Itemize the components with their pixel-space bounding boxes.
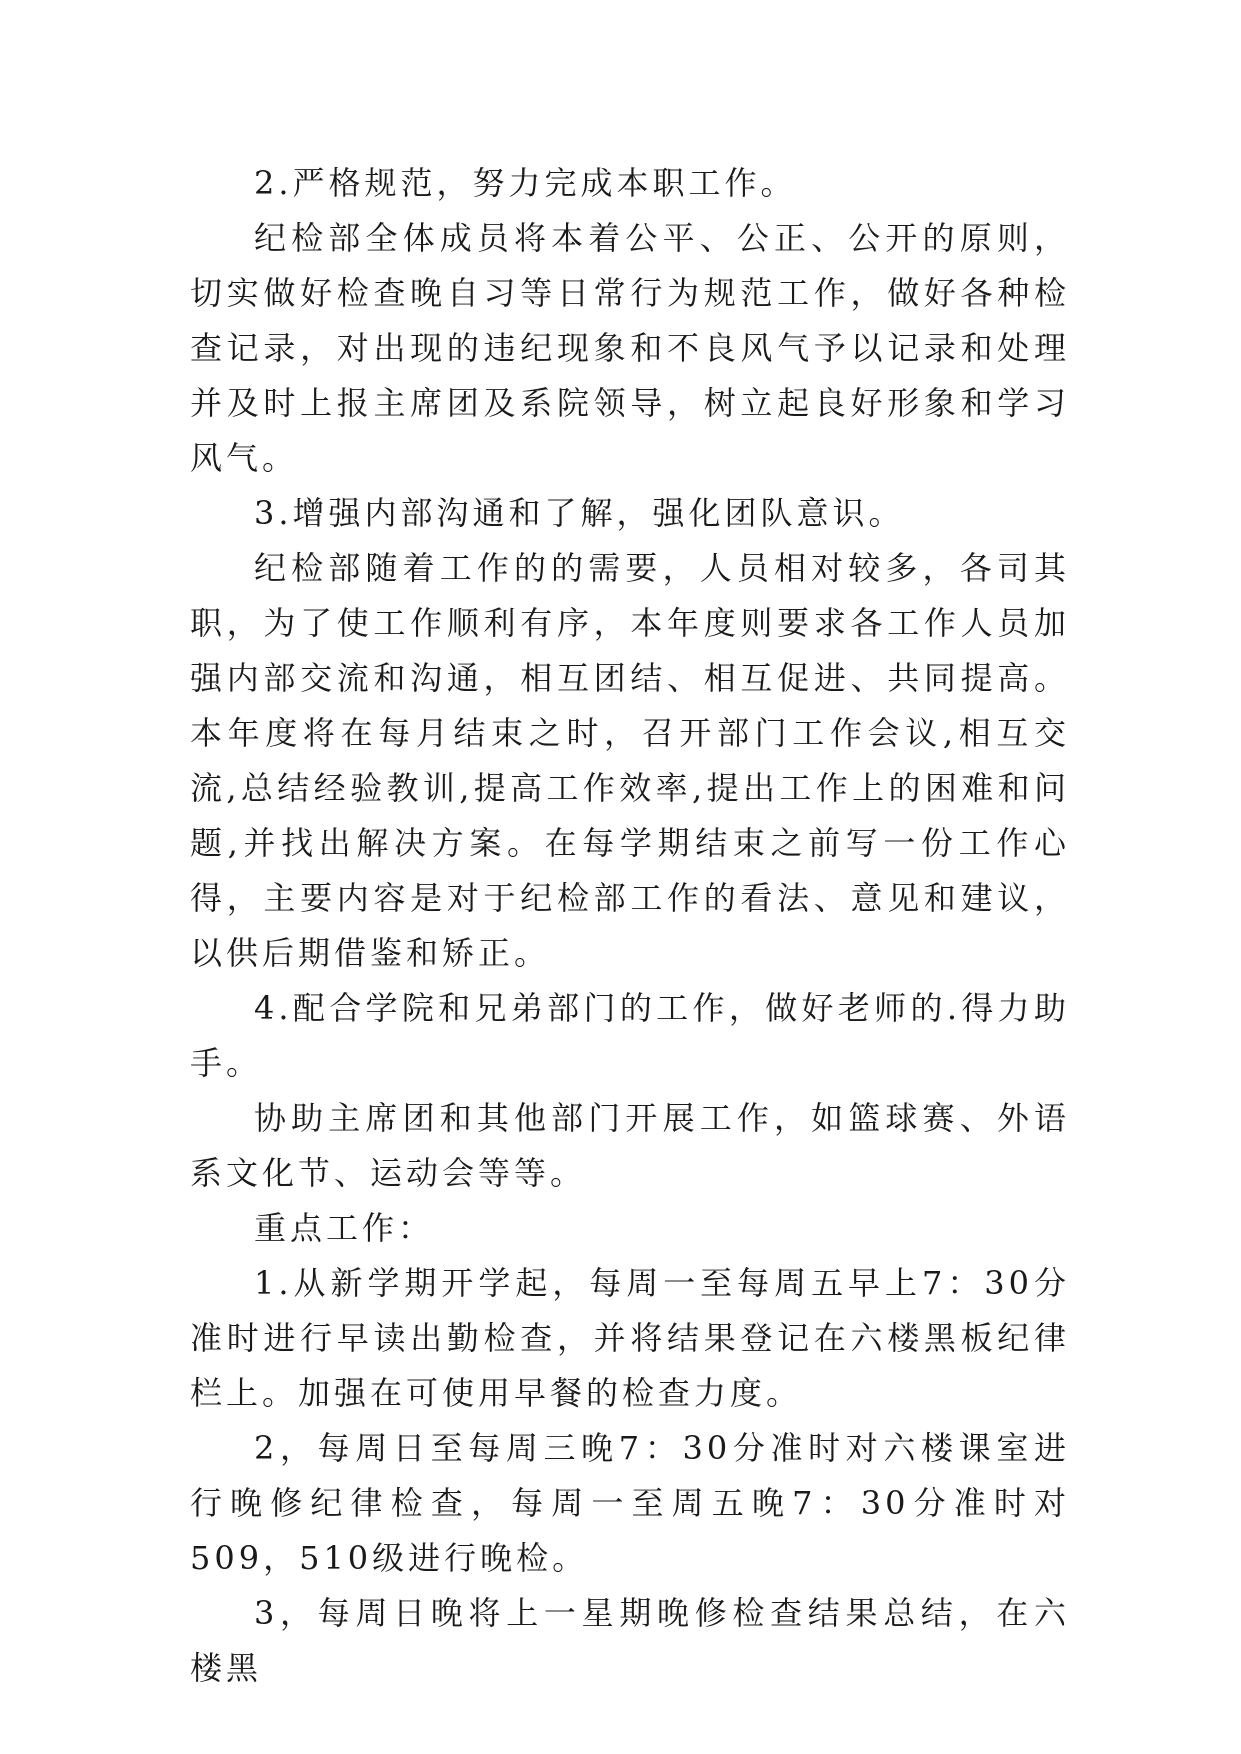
paragraph-heading-4: 4.配合学院和兄弟部门的工作，做好老师的.得力助手。 [190,989,1070,1082]
paragraph-key-work-1: 1.从新学期开学起，每周一至每周五早上7：30分准时进行早读出勤检查，并将结果登记在六楼黑板纪律栏上。加强在可使用早餐的检查力度。 [190,1264,1070,1412]
paragraph-body: 纪检部全体成员将本着公平、公正、公开的原则，切实做好检查晚自习等日常行为规范工作，做好各种检查记录，对出现的违纪现象和不良风气予以记录和处理并及时上报主席团及系院领导，树立起良好形象和学习风气。 [190,219,1070,477]
paragraph-heading-2: 2.严格规范，努力完成本职工作。 [254,164,797,202]
paragraph-heading-3: 3.增强内部沟通和了解，强化团队意识。 [254,494,905,532]
paragraph-key-work-3: 3，每周日晚将上一星期晚修检查结果总结，在六楼黑 [190,1594,1070,1687]
paragraph-body: 协助主席团和其他部门开展工作，如篮球赛、外语系文化节、运动会等等。 [190,1099,1070,1192]
paragraph-body: 纪检部随着工作的的需要，人员相对较多，各司其职，为了使工作顺利有序，本年度则要求各工作人员加强内部交流和沟通，相互团结、相互促进、共同提高。本年度将在每月结束之时，召开部门工作会议,相互交流,总结经验教训,提高工作效率,提出工作上的困难和问题,并找出解决方案。在每学期结束之前写一份工作心得，主要内容是对于纪检部工作的看法、意见和建议，以供后期借鉴和矫正。 [190,549,1070,972]
section-heading-key-work: 重点工作： [254,1209,435,1247]
document-body [190,156,1070,1696]
paragraph-key-work-2: 2，每周日至每周三晚7：30分准时对六楼课室进行晚修纪律检查，每周一至周五晚7：30分准时对509，510级进行晚检。 [190,1429,1070,1577]
